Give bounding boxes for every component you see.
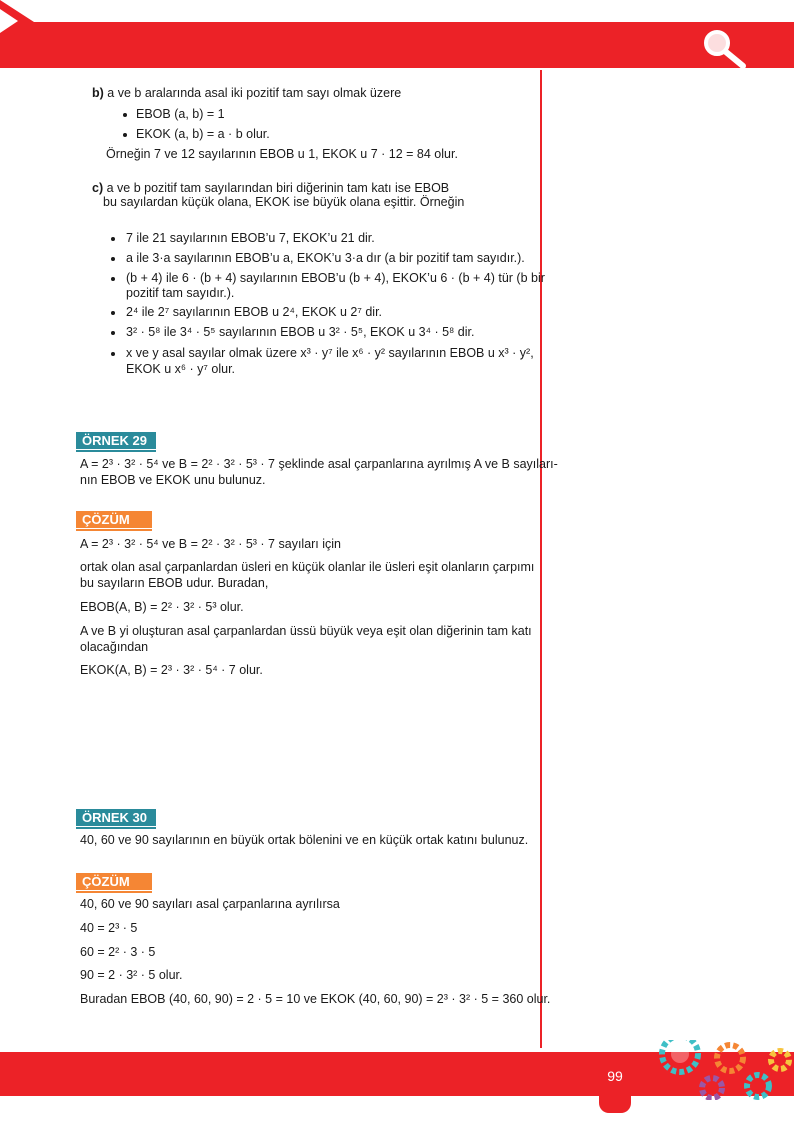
solution-29-line1: A = 2³ · 3² · 5⁴ ve B = 2² · 3² · 5³ · 7 sayıları için (80, 537, 342, 551)
example-30-question: 40, 60 ve 90 sayılarının en büyük ortak bölenini ve en küçük ortak katını bulunuz. (80, 833, 529, 847)
solution-29-line2: ortak olan asal çarpanlardan üsleri en küçük olanlar ile üsleri eşit olanların çarpımı (80, 560, 535, 574)
section-b-bullet-2: EKOK (a, b) = a · b olur. (136, 127, 270, 141)
solution-30-line1: 40, 60 ve 90 sayıları asal çarpanlarına ayrılırsa (80, 897, 340, 911)
section-b-intro (92, 85, 401, 101)
page-number: 99 (607, 1068, 623, 1084)
section-b-bullet-1: EBOB (a, b) = 1 (136, 107, 225, 121)
solution-29-line7: EKOK(A, B) = 2³ · 3² · 5⁴ · 7 olur. (80, 663, 263, 677)
bullet-dot (111, 352, 115, 356)
bullet-dot (111, 331, 115, 335)
section-c-line1-text: a ve b pozitif tam sayılarından biri diğerinin tam katı ise EBOB (106, 181, 450, 195)
bullet-dot (123, 113, 127, 117)
example-29-tag: ÖRNEK 29 (76, 432, 156, 449)
section-c-bullet-6-line1: x ve y asal sayılar olmak üzere x³ · y⁷ ile x⁶ · y² sayılarının EBOB u x³ · y², (126, 346, 534, 360)
section-c-bullet-3-line1: (b + 4) ile 6 · (b + 4) sayılarının EBOB’u (b + 4), EKOK’u 6 · (b + 4) tür (b bir (126, 271, 545, 285)
example-29-underline (76, 450, 156, 452)
bullet-dot (111, 277, 115, 281)
solution-29-line6: olacağından (80, 640, 149, 654)
solution-30-tag: ÇÖZÜM (76, 873, 152, 890)
solution-30-underline (76, 891, 152, 893)
section-c-bullet-5: 3² · 5⁸ ile 3⁴ · 5⁵ sayılarının EBOB u 3² · 5⁵, EKOK u 3⁴ · 5⁸ dir. (126, 325, 475, 339)
section-c-bullet-4: 2⁴ ile 2⁷ sayılarının EBOB u 2⁴, EKOK u 2⁷ dir. (126, 305, 383, 319)
solution-29-line5: A ve B yi oluşturan asal çarpanlardan üssü büyük veya eşit olan diğerinin tam katı (80, 624, 532, 638)
gears-decoration (640, 1040, 794, 1100)
section-c-line2: bu sayılardan küçük olana, EKOK ise büyük olana eşittir. Örneğin (103, 195, 465, 209)
bullet-dot (111, 257, 115, 261)
section-c-label: c) (92, 181, 104, 195)
margin-divider (540, 70, 542, 1048)
solution-30-line5: Buradan EBOB (40, 60, 90) = 2 · 5 = 10 ve EKOK (40, 60, 90) = 2³ · 3² · 5 = 360 olur. (80, 992, 551, 1006)
example-29-question-line1: A = 2³ · 3² · 5⁴ ve B = 2² · 3² · 5³ · 7 şeklinde asal çarpanlarına ayrılmış A ve B sayıları- (80, 457, 558, 471)
solution-29-underline (76, 529, 152, 531)
section-b-intro-text: a ve b aralarında asal iki pozitif tam sayı olmak üzere (107, 86, 402, 100)
bullet-dot (123, 133, 127, 137)
page-number-tab (599, 1055, 631, 1113)
section-c-bullet-3-line2: pozitif tam sayıdır.). (126, 286, 235, 300)
solution-29-line3: bu sayıların EBOB udur. Buradan, (80, 576, 269, 590)
solution-30-line4: 90 = 2 · 3² · 5 olur. (80, 968, 183, 982)
header-band (0, 22, 794, 68)
section-c-bullet-1: 7 ile 21 sayılarının EBOB’u 7, EKOK’u 21 dir. (126, 231, 375, 245)
bullet-dot (111, 237, 115, 241)
section-c-bullet-6-line2: EKOK u x⁶ · y⁷ olur. (126, 362, 236, 376)
section-b-label: b) (92, 86, 104, 100)
solution-30-line2: 40 = 2³ · 5 (80, 921, 138, 935)
section-b-example: Örneğin 7 ve 12 sayılarının EBOB u 1, EKOK u 7 · 12 = 84 olur. (106, 147, 458, 161)
section-c-bullet-2: a ile 3·a sayılarının EBOB’u a, EKOK’u 3·a dır (a bir pozitif tam sayıdır.). (126, 251, 525, 265)
corner-arrow-inner (0, 9, 18, 33)
example-29-question-line2: nın EBOB ve EKOK unu bulunuz. (80, 473, 266, 487)
example-30-tag: ÖRNEK 30 (76, 809, 156, 826)
example-30-underline (76, 827, 156, 829)
bullet-dot (111, 311, 115, 315)
solution-29-tag: ÇÖZÜM (76, 511, 152, 528)
magnifier-icon (701, 28, 749, 70)
solution-30-line3: 60 = 2² · 3 · 5 (80, 945, 156, 959)
solution-29-line4: EBOB(A, B) = 2² · 3² · 5³ olur. (80, 600, 244, 614)
